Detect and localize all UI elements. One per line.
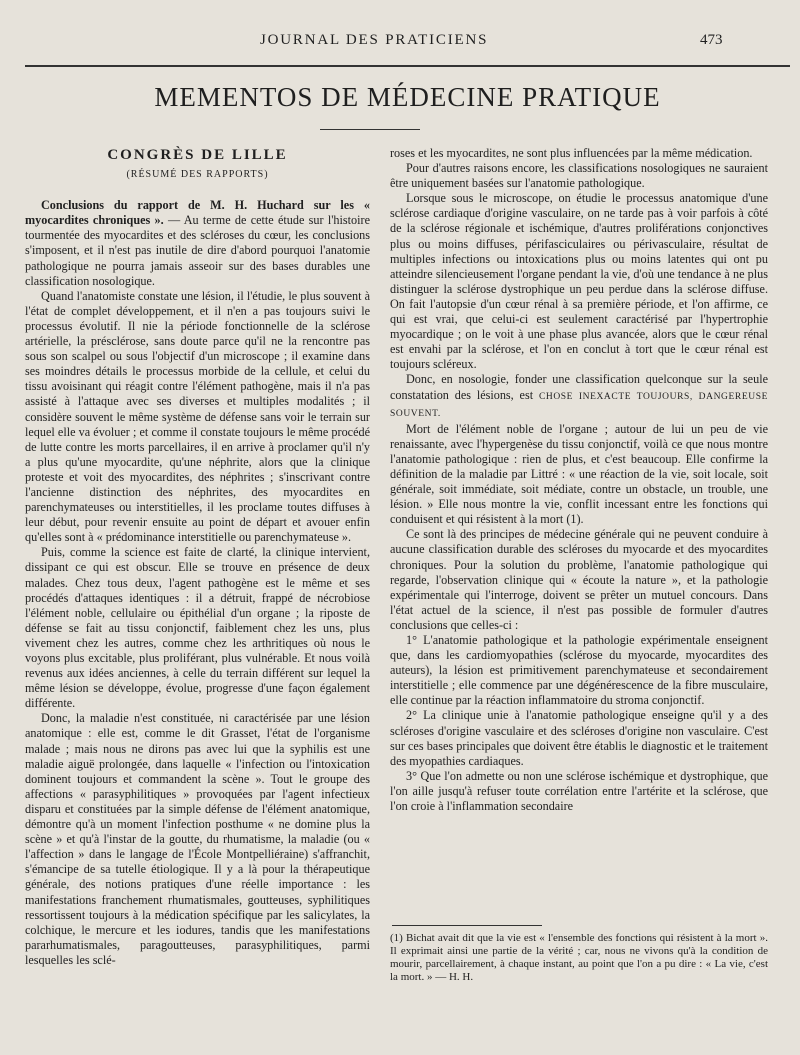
smallcaps-text: CHOSE INEXACTE TOUJOURS, DANGEREUSE SOUVENT. <box>390 391 768 419</box>
conclusion-3: 3° Que l'on admette ou non une sclérose ischémique et dystrophique, que l'on aille jusqu'à refuser toute corrélation entre l'artérite et la sclérose, que l'on croie à l'inflammation secondaire <box>390 768 768 814</box>
right-column <box>390 146 768 814</box>
conclusion-1: 1° L'anatomie pathologique et la pathologie expérimentale enseignent que, dans les cardiomyopathies (sclérose du myocarde, myocardites des auteurs), la lésion est primitivement parenchymateuse et secondairement interstitielle ; elle commence par une dégénérescence de la fibre musculaire, elle continue par la réaction inflammatoire du stroma conjonctif. <box>390 633 768 708</box>
footnote: (1) Bichat avait dit que la vie est « l'ensemble des fonctions qui résistent à la mort ». Il exprimait ainsi une partie de la vérité ; car, nous ne vivons qu'à la condition de mourir, parcellairement, à chaque instant, au point que l'on a pu dire : « La vie, c'est la mort. » — H. H. <box>390 932 768 983</box>
footnote-rule <box>392 925 542 926</box>
paragraph-text: — Au terme de cette étude sur l'histoire tourmentée des myocardites et des scléroses du cœur, les conclusions s'imposent, et il n'est pas inutile de dire d'abord pourquoi l'anatomie pathologique ne pourra jamais asseoir sur des bases durables une classification nosologique. <box>25 213 370 288</box>
paragraph-raisons: Pour d'autres raisons encore, les classifications nosologiques ne sauraient être uniquement basées sur l'anatomie pathologique. <box>390 161 768 191</box>
paragraph-clinique: Puis, comme la science est faite de clarté, la clinique intervient, dissipant ce qui est obscur. Elle se trouve en présence de deux malades. Chez tous deux, l'agent pathogène est le même et ses procédés d'attaques identiques : il a détruit, frappé de nécrobiose l'élément noble, cellulaire ou épithélial d'un organe ; la riposte de défense se fait au tissu conjonctif, faiblement chez les uns, plus vivement chez les autres, comme chez les arthritiques où nous le voyons plus excitable, plus proliférant, plus vulnérable. Et nous voilà revenus aux idées anciennes, à celle du terrain différent sur lequel la même lésion se développe, évolue, progresse d'une façon également différente. <box>25 545 370 711</box>
congress-heading: CONGRÈS DE LILLE <box>107 147 288 163</box>
header-rule <box>25 65 790 67</box>
paragraph-conclusions <box>25 198 370 289</box>
paragraph-nosologie <box>390 372 768 421</box>
lead-bold: Conclusions du rapport de M. H. Huchard sur les « myocardites chroniques ». <box>25 198 370 228</box>
paragraph-microscope: Lorsque sous le microscope, on étudie le processus anatomique d'une sclérose cardiaque d'origine vasculaire, on ne tarde pas à voir parfois à côté de la sclérose régionale et ischémique, d'autres proliférations conjonctives plus ou moins diffuses, périfasciculaires ou périvasculaire, résultat de multiples infections ou intoxications plus ou moins latentes qui ont pu atteindre silencieusement l'organe pendant la vie, d'où une tendance à ne plus distinguer la sclérose dystrophique un peu perdue dans la sclérose diffuse. On fait l'autopsie d'un cœur rénal à sa première période, et l'on affirme, ce qui est vrai, que celui-ci est seulement caractérisé par l'hypertrophie myocardique ; on le voit à une phase plus avancée, alors que le cœur rénal est envahi par la sclérose, et l'on en conclut à tort que le cœur rénal est toujours scléreux. <box>390 191 768 372</box>
congress-subheading: (RÉSUMÉ DES RAPPORTS) <box>126 169 269 181</box>
title-rule <box>320 129 420 130</box>
paragraph-principes: Ce sont là des principes de médecine générale qui ne peuvent conduire à aucune classification durable des scléroses du myocarde et des myocardites chroniques. Pour la solution du problème, l'anatomie pathologique qui regarde, l'observation clinique qui « écoute la nature », et la pathologie expérimentale qui l'interroge, doivent se prêter un mutuel concours. Dans l'état actuel de la science, il n'est pas possible de formuler d'autres conclusions que celles-ci : <box>390 527 768 632</box>
paragraph-continuation: roses et les myocardites, ne sont plus influencées par la même médication. <box>390 146 753 160</box>
conclusion-2: 2° La clinique unie à l'anatomie pathologique enseigne qu'il y a des scléroses d'origine vasculaire et des scléroses d'origine non vasculaire. C'est sur ces bases principales que doivent être établis le diagnostic et le traitement des myopathies cardiaques. <box>390 708 768 768</box>
paragraph-text: Donc, en nosologie, fonder une classification quelconque sur la seule constatation des lésions, est <box>390 372 768 402</box>
paragraph-anatomist: Quand l'anatomiste constate une lésion, il l'étudie, le plus souvent à l'état de complet développement, et il n'en a pas toujours suivi le processus évolutif. Il nie la période fonctionnelle de la sclérose artérielle, la présclérose, sans doute parce qu'il ne la rencontre pas sous son scalpel ou sous l'objectif d'un microscope ; il examine dans ses moindres détails le processus morbide de la cellule, et celui du tissu avoisinant qui réagit contre l'élément pathogène, mais il n'a pas assisté à l'attaque avec ses diverses et multiples modalités ; il considère souvent le même système de défense sans voir le terrain sur lequel elle va évoluer ; et comme il constate toujours le même procédé de lutte contre les morts parcellaires, il en arrive à proclamer qu'il n'y a plus qu'une myocardite, qu'une néphrite, alors que la clinique proteste et voit des myocardites, des néphrites ; s'inscrivant contre l'ancienne distinction des néphrites, des myocardites en parenchymateuses ou interstitielles, il les proclame toutes diffuses à leur début, pour revenir ensuite au point de départ et avouer enfin qu'elles sont à « prédominance interstitielle ou parenchymateuse ». <box>25 288 370 545</box>
left-column <box>25 146 370 968</box>
paragraph-maladie: Donc, la maladie n'est constituée, ni caractérisée par une lésion anatomique : elle est, comme le dit Grasset, l'état de l'organisme malade ; mais nous ne dirons pas avec lui que la syphilis est une maladie aiguë prolongée, dans laquelle « l'infection ou l'intoxication dominent toujours et commandent la scène ». Tout le groupe des affections « parasyphilitiques » provoquées par l'agent infectieux disparu et constituées par la simple défense de l'élément anatomique, démontre qu'à un moment l'infection posthume « ne domine plus la scène » et qu'à l'instar de la goutte, du rhumatisme, la maladie (ou « l'affection » dans le langage de l'École Montpelliéraine) s'affranchit, s'émancipe de sa tutelle étiologique. Il y a là pour la thérapeutique générale, des notions pratiques d'une réelle importance : les manifestations franchement rhumatismales, goutteuses, syphilitiques ressortissent toujours à la médication spécifique par les salicylates, la colchique, le mercure et les iodures, tandis que les manifestations pararhumatismales, paragoutteuses, parasyphilitiques, parmi lesquelles les sclé- <box>25 711 370 967</box>
paragraph-mort: Mort de l'élément noble de l'organe ; autour de lui un peu de vie renaissante, avec l'hypergenèse du tissu conjonctif, voilà ce que nous montre l'anatomie pathologique : rien de plus, et c'est beaucoup. Elle confirme la définition de la maladie par Littré : « une réaction de la vie, soit locale, soit générale, soit immédiate, soit médiate, contre un obstacle, un trouble, une lésion. » Elle nous montre la vie, conflit incessant entre les fonctions qui conduisent et qui résistent à la mort (1). <box>390 421 768 527</box>
running-head: JOURNAL DES PRATICIENS <box>260 32 489 48</box>
section-title: MEMENTOS DE MÉDECINE PRATIQUE <box>154 82 661 112</box>
page-number: 473 <box>700 32 723 48</box>
